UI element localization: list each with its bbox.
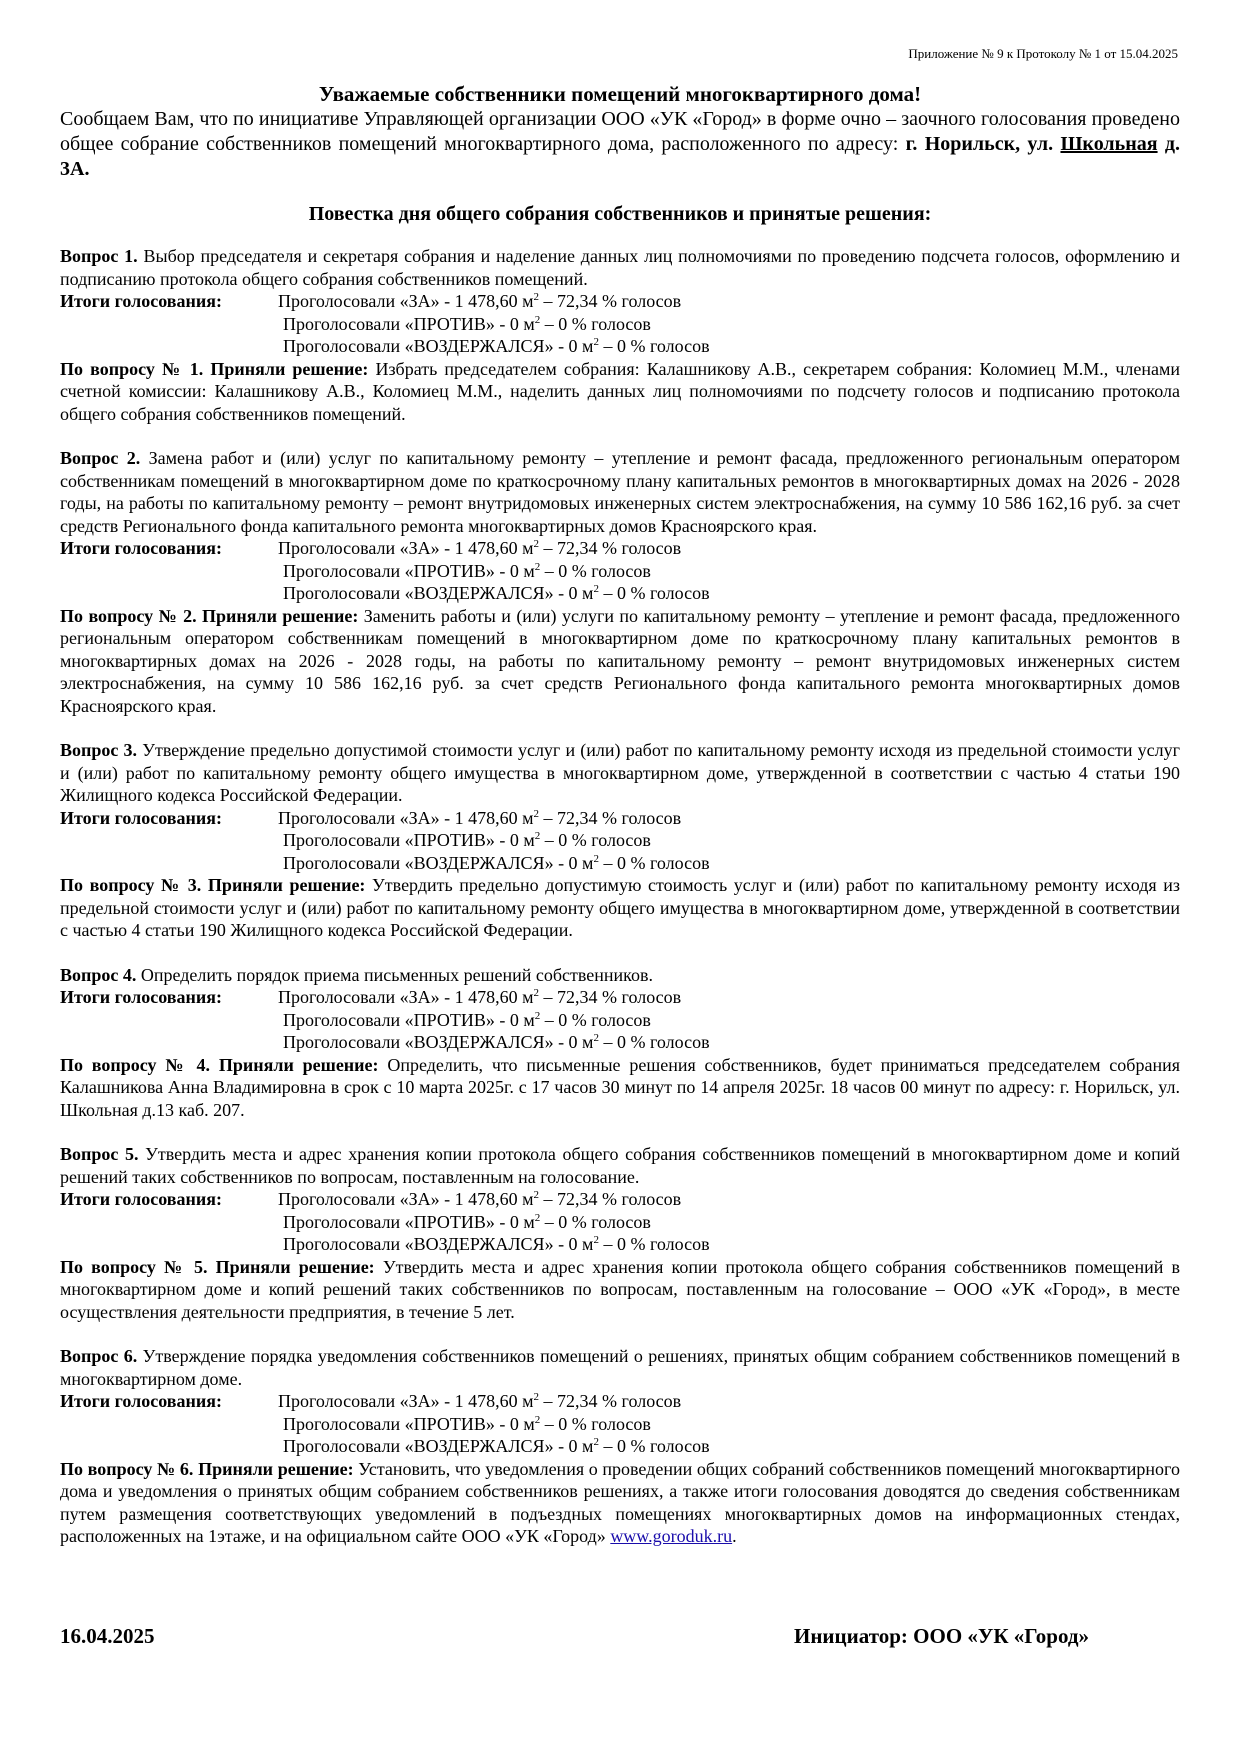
decision-body: Утвердить места и адрес хранения копии протокола общего собрания собственников помещений в многоквартирном доме и копий решений таких собственников по вопросам, поставленным на голосование – ООО «УК «Город», в месте осуществления деятельности предприятия, в течение 5 лет. — [60, 1256, 1180, 1322]
question-body: Утвердить места и адрес хранения копии протокола общего собрания собственников помещений в многоквартирном доме и копий решений таких собственников по вопросам, поставленным на голосование. — [60, 1144, 1180, 1187]
vote-against-line — [60, 313, 1180, 336]
vote-results — [60, 290, 1180, 358]
intro-paragraph — [60, 107, 1180, 182]
footer-date: 16.04.2025 — [60, 1624, 155, 1648]
vote-for-text: Проголосовали «ЗА» - 1 478,60 м — [278, 291, 534, 311]
decision-label: По вопросу № 4. Приняли решение: — [60, 1054, 379, 1075]
vote-against-tail: – 0 % голосов — [540, 313, 651, 334]
document-title: Уважаемые собственники помещений многоквартирного дома! — [318, 82, 922, 106]
sup: 2 — [593, 852, 599, 865]
vote-results — [60, 1390, 1180, 1458]
vote-for-line — [60, 986, 1180, 1009]
vote-against-tail: – 0 % голосов — [540, 830, 651, 850]
vote-abstain-text: Проголосовали «ВОЗДЕРЖАЛСЯ» - 0 м — [283, 1234, 594, 1254]
decision-text — [60, 1458, 1180, 1548]
decision-body: Утвердить предельно допустимую стоимость услуг и (или) работ по капитальному ремонту исходя из предельной стоимости услуг и (или) работ по капитальному ремонту общего имущества в многоквартирном доме, утвержденной в соответствии с частью 4 статьи 190 Жилищного кодекса Российской Федерации. — [60, 875, 1181, 940]
sup: 2 — [593, 1032, 599, 1044]
vote-abstain-tail: – 0 % голосов — [598, 1436, 710, 1456]
vote-against-text: Проголосовали «ПРОТИВ» - 0 м — [283, 1413, 535, 1434]
sup: 2 — [533, 291, 540, 303]
vote-abstain-tail: – 0 % голосов — [598, 583, 710, 603]
vote-against-line — [60, 1211, 1180, 1234]
decision-label: По вопросу № 3. Приняли решение: — [60, 875, 366, 895]
vote-results — [60, 986, 1180, 1054]
question-2 — [60, 447, 1180, 717]
vote-abstain-line — [60, 582, 1180, 605]
document-body — [60, 82, 1180, 1570]
website-link[interactable]: www.goroduk.ru — [610, 1526, 733, 1546]
vote-abstain-text: Проголосовали «ВОЗДЕРЖАЛСЯ» - 0 м — [283, 1436, 594, 1456]
vote-results — [60, 807, 1180, 875]
vote-abstain-text: Проголосовали «ВОЗДЕРЖАЛСЯ» - 0 м — [283, 852, 594, 873]
vote-for-text: Проголосовали «ЗА» - 1 478,60 м — [278, 987, 534, 1007]
question-body: Утверждение предельно допустимой стоимости услуг и (или) работ по капитальному ремонту исходя из предельной стоимости услуг и (или) работ по капитальному ремонту общего имущества в многоквартирном доме, утвержденной в соответствии с частью 4 статьи 190 Жилищного кодекса Российской Федерации. — [60, 740, 1180, 805]
question-text — [60, 964, 1180, 987]
vote-against-line — [60, 1009, 1180, 1032]
vote-for-tail: – 72,34 % голосов — [539, 538, 682, 558]
vote-abstain-line — [60, 1435, 1180, 1458]
vote-for-line — [60, 537, 1180, 560]
vote-against-line — [60, 829, 1180, 852]
intro-text: Сообщаем Вам, что по инициативе Управляющей организации ООО «УК «Город» в форме очно – заочного голосования проведено общее собрание собственников помещений многоквартирного дома, расположенного по адресу: — [60, 108, 1180, 155]
sup: 2 — [593, 1234, 599, 1246]
address-city: г. Норильск, ул. — [905, 133, 1054, 155]
decision-text — [60, 358, 1180, 426]
vote-abstain-tail: – 0 % голосов — [598, 852, 710, 873]
question-label: Вопрос 2. — [60, 448, 141, 468]
vote-abstain-tail: – 0 % голосов — [598, 1234, 710, 1254]
question-6 — [60, 1345, 1180, 1548]
vote-for-tail: – 72,34 % голосов — [539, 291, 682, 311]
vote-results — [60, 537, 1180, 605]
question-text — [60, 245, 1180, 290]
vote-against-tail: – 0 % голосов — [540, 560, 651, 581]
appendix-note: Приложение № 9 к Протоколу № 1 от 15.04.2025 — [908, 46, 1178, 61]
vote-for-line — [60, 1390, 1180, 1413]
sup: 2 — [533, 807, 540, 820]
question-text — [60, 739, 1180, 807]
results-label: Итоги голосования: — [60, 1189, 222, 1209]
vote-against-text: Проголосовали «ПРОТИВ» - 0 м — [283, 313, 535, 334]
address-street: Школьная — [1060, 133, 1158, 155]
decision-text — [60, 1256, 1180, 1324]
sup: 2 — [534, 1211, 541, 1224]
question-label: Вопрос 4. — [60, 964, 137, 985]
sup: 2 — [534, 1009, 541, 1022]
vote-against-tail: – 0 % голосов — [540, 1211, 651, 1232]
vote-abstain-text: Проголосовали «ВОЗДЕРЖАЛСЯ» - 0 м — [283, 336, 594, 356]
vote-abstain-line — [60, 335, 1180, 358]
results-label: Итоги голосования: — [60, 807, 222, 828]
decision-label: По вопросу № 5. Приняли решение: — [60, 1256, 375, 1277]
question-label: Вопрос 6. — [60, 1346, 138, 1366]
question-label: Вопрос 5. — [60, 1144, 139, 1164]
vote-for-tail: – 72,34 % голосов — [539, 1391, 682, 1411]
decision-text — [60, 874, 1180, 942]
vote-for-line — [60, 807, 1180, 830]
question-label: Вопрос 1. — [60, 246, 138, 266]
decision-end: . — [732, 1526, 737, 1546]
sup: 2 — [533, 1391, 540, 1403]
results-label: Итоги голосования: — [60, 1391, 222, 1411]
sup: 2 — [593, 583, 599, 595]
vote-against-tail: – 0 % голосов — [540, 1009, 651, 1030]
sup: 2 — [534, 1413, 541, 1426]
question-body: Утверждение порядка уведомления собственников помещений о решениях, принятых общим собранием собственников помещений в многоквартирном доме. — [60, 1346, 1180, 1389]
vote-against-line — [60, 560, 1180, 583]
decision-body: Установить, что уведомления о проведении общих собраний собственников помещений многоквартирного дома и уведомления о принятых общим собранием собственников решениях, а также итоги голосования доводятся до сведения собственникам путем размещения соответствующих уведомлений в подъездных помещениях многоквартирных домов на информационных стендах, расположенных на 1этаже, и на официальном сайте ООО «УК «Город» — [60, 1458, 1180, 1546]
vote-for-tail: – 72,34 % голосов — [539, 807, 682, 828]
question-5 — [60, 1143, 1180, 1323]
sup: 2 — [533, 538, 540, 550]
vote-against-line — [60, 1413, 1180, 1436]
vote-for-text: Проголосовали «ЗА» - 1 478,60 м — [278, 1189, 534, 1209]
question-body: Замена работ и (или) услуг по капитальному ремонту – утепление и ремонт фасада, предложенного региональным оператором собственникам помещений в многоквартирном доме по краткосрочному плану капитальных ремонтов в многоквартирных домах на 2026 - 2028 годы, на работы по капитальному ремонту – ремонт внутридомовых инженерных систем электроснабжения, на сумму 10 586 162,16 руб. за счет средств Регионального фонда капитального ремонта многоквартирных домов Красноярского края. — [60, 448, 1180, 536]
vote-for-tail: – 72,34 % голосов — [539, 1189, 682, 1209]
question-4 — [60, 964, 1180, 1122]
agenda-title: Повестка дня общего собрания собственников и принятые решения: — [308, 203, 932, 225]
decision-body: Определить, что письменные решения собственников, будет приниматься председателем собрания Калашникова Анна Владимировна в срок с 10 марта 2025г. с 17 часов 30 минут по 14 апреля 2025г. 18 часов 00 минут по адресу: г. Норильск, ул. Школьная д.13 каб. 207. — [60, 1054, 1180, 1120]
vote-against-text: Проголосовали «ПРОТИВ» - 0 м — [283, 1009, 535, 1030]
vote-abstain-line — [60, 852, 1180, 875]
sup: 2 — [534, 830, 541, 842]
results-label: Итоги голосования: — [60, 538, 222, 558]
vote-for-line — [60, 290, 1180, 313]
address-house: д. 3А — [60, 133, 1181, 180]
vote-against-text: Проголосовали «ПРОТИВ» - 0 м — [283, 1211, 535, 1232]
decision-body: Избрать председателем собрания: Калашникову А.В., секретарем собрания: Коломиец М.М., членами счетной комиссии: Калашникову А.В., Коломиец М.М., наделить данных лиц полномочиями по подсчету голосов и подписанию протокола общего собрания собственников помещений. — [60, 358, 1181, 424]
vote-for-tail: – 72,34 % голосов — [539, 987, 682, 1007]
decision-label: По вопросу № 6. Приняли решение: — [60, 1458, 354, 1479]
results-label: Итоги голосования: — [60, 987, 222, 1007]
decision-text — [60, 605, 1180, 718]
sup: 2 — [534, 560, 541, 573]
question-text — [60, 447, 1180, 537]
address-dot: . — [84, 158, 90, 180]
vote-abstain-line — [60, 1233, 1180, 1256]
question-text — [60, 1345, 1180, 1390]
decision-label: По вопросу № 1. Приняли решение: — [60, 358, 369, 379]
question-label: Вопрос 3. — [60, 740, 138, 760]
vote-against-tail: – 0 % голосов — [540, 1413, 651, 1434]
sup: 2 — [593, 1436, 599, 1448]
vote-abstain-line — [60, 1031, 1180, 1054]
decision-text — [60, 1054, 1180, 1122]
question-3 — [60, 739, 1180, 942]
footer-initiator: Инициатор: ООО «УК «Город» — [794, 1624, 1090, 1648]
vote-abstain-tail: – 0 % голосов — [598, 1032, 710, 1052]
vote-abstain-text: Проголосовали «ВОЗДЕРЖАЛСЯ» - 0 м — [283, 1032, 594, 1052]
question-1 — [60, 245, 1180, 425]
sup: 2 — [534, 313, 541, 326]
vote-against-text: Проголосовали «ПРОТИВ» - 0 м — [283, 830, 535, 850]
vote-for-line — [60, 1188, 1180, 1211]
decision-label: По вопросу № 2. Приняли решение: — [60, 605, 359, 626]
sup: 2 — [593, 336, 599, 348]
vote-abstain-tail: – 0 % голосов — [598, 336, 710, 356]
vote-against-text: Проголосовали «ПРОТИВ» - 0 м — [283, 560, 535, 581]
vote-for-text: Проголосовали «ЗА» - 1 478,60 м — [278, 538, 534, 558]
sup: 2 — [533, 987, 540, 999]
decision-body: Заменить работы и (или) услуги по капитальному ремонту – утепление и ремонт фасада, предложенного региональным оператором собственникам помещений в многоквартирном доме по краткосрочному плану капитальных ремонтов в многоквартирных домах на 2026 - 2028 годы, на работы по капитальному ремонту – ремонт внутридомовых инженерных систем электроснабжения, на сумму 10 586 162,16 руб. за счет средств Регионального фонда капитального ремонта многоквартирных домов Красноярского края. — [60, 605, 1180, 716]
vote-for-text: Проголосовали «ЗА» - 1 478,60 м — [278, 807, 534, 828]
question-text — [60, 1143, 1180, 1188]
sup: 2 — [533, 1189, 540, 1201]
results-label: Итоги голосования: — [60, 291, 222, 311]
question-body: Выбор председателя и секретаря собрания и наделение данных лиц полномочиями по проведению подсчета голосов, оформлению и подписанию протокола общего собрания собственников помещений. — [60, 246, 1180, 289]
vote-abstain-text: Проголосовали «ВОЗДЕРЖАЛСЯ» - 0 м — [283, 583, 594, 603]
vote-for-text: Проголосовали «ЗА» - 1 478,60 м — [278, 1391, 534, 1411]
vote-results — [60, 1188, 1180, 1256]
question-body: Определить порядок приема письменных решений собственников. — [136, 964, 653, 985]
